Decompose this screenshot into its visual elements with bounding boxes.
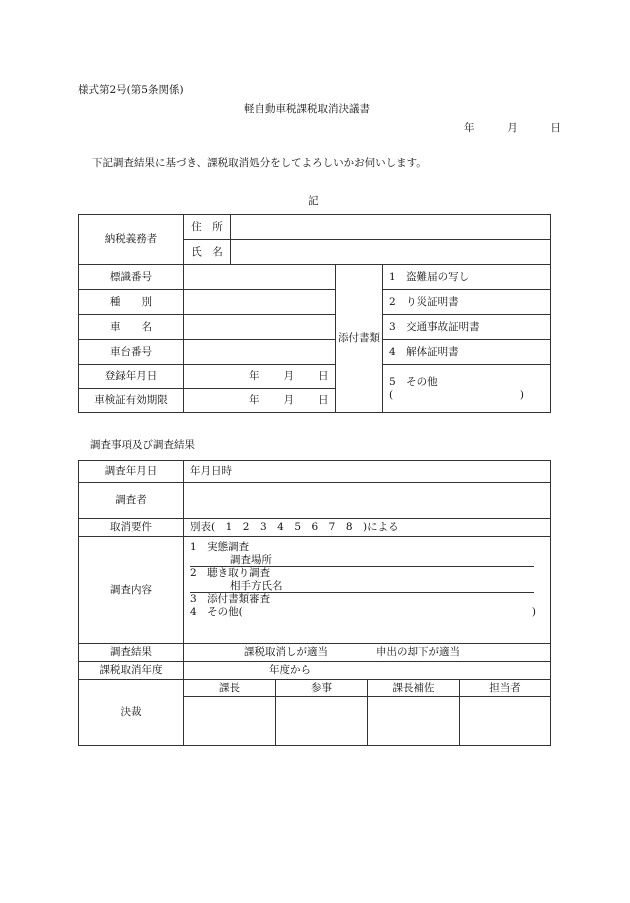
survey-result-label: 調査結果 xyxy=(79,644,184,662)
name-label: 氏 名 xyxy=(184,240,231,265)
inspection-expiry-field[interactable] xyxy=(184,389,336,413)
cancel-requirement-value[interactable]: 別表( 1 2 3 4 5 6 7 8 )による xyxy=(184,519,551,537)
result-option-reject[interactable]: 申出の却下が適当 xyxy=(376,646,460,659)
address-label: 住 所 xyxy=(184,215,231,240)
counterpart-name-line[interactable] xyxy=(190,580,534,594)
approver-header: 課長 xyxy=(184,680,276,697)
attachments-label: 添付書類 xyxy=(336,265,383,413)
surveyor-field[interactable] xyxy=(184,483,551,519)
taxpayer-label: 納税義務者 xyxy=(79,215,184,265)
address-field[interactable] xyxy=(231,215,551,240)
year-unit: 年 xyxy=(249,370,260,383)
surveyor-label: 調査者 xyxy=(79,483,184,519)
approver-stamp-box[interactable] xyxy=(184,697,276,746)
approver-header: 担当者 xyxy=(460,680,551,697)
ki-mark: 記 xyxy=(308,195,319,207)
survey-content-field[interactable] xyxy=(184,537,551,644)
result-option-cancel[interactable]: 課税取消しが適当 xyxy=(244,646,328,659)
attachment-item: 2 り災証明書 xyxy=(383,290,551,315)
vehicle-name-field[interactable] xyxy=(184,315,336,340)
intro-text: 下記調査結果に基づき、課税取消処分をしてよろしいかお伺いします。 xyxy=(92,157,427,169)
content-item: 2 聴き取り調査 xyxy=(190,567,271,580)
cancel-requirement-label: 取消要件 xyxy=(79,519,184,537)
counterpart-name-label: 相手方氏名 xyxy=(230,579,283,592)
other-paren-open: ( xyxy=(389,388,394,401)
cancel-year-field[interactable] xyxy=(184,662,551,680)
approver-stamp-box[interactable] xyxy=(368,697,460,746)
cancel-year-value: 年度から xyxy=(269,664,311,677)
approver-header: 参事 xyxy=(276,680,368,697)
year-unit: 年 xyxy=(249,394,260,407)
survey-date-label: 調査年月日 xyxy=(79,461,184,483)
type-label: 種 別 xyxy=(79,290,184,315)
attachment-item: 3 交通事故証明書 xyxy=(383,315,551,340)
survey-result-field[interactable] xyxy=(184,644,551,662)
decision-label: 決裁 xyxy=(79,680,184,746)
content-item: 3 添付書類審査 xyxy=(190,593,271,606)
survey-location-line[interactable] xyxy=(190,554,534,568)
cancel-year-label: 課税取消年度 xyxy=(79,662,184,680)
attachment-item: 5 その他 xyxy=(389,375,438,388)
date-day: 日 xyxy=(550,122,561,134)
inspection-expiry-label: 車検証有効期限 xyxy=(79,389,184,413)
approver-stamp-box[interactable] xyxy=(276,697,368,746)
chassis-number-label: 車台番号 xyxy=(79,340,184,365)
section2-title: 調査事項及び調査結果 xyxy=(90,439,195,451)
survey-content-label: 調査内容 xyxy=(79,537,184,644)
vehicle-name-label: 車 名 xyxy=(79,315,184,340)
month-unit: 月 xyxy=(283,370,294,383)
date-year: 年 xyxy=(464,122,475,134)
survey-date-value[interactable]: 年月日時 xyxy=(184,461,551,483)
attachment-item-other xyxy=(383,365,551,413)
month-unit: 月 xyxy=(283,394,294,407)
content-item: 1 実態調査 xyxy=(190,541,250,553)
approver-header: 課長補佐 xyxy=(368,680,460,697)
attachment-item: 1 盗難届の写し xyxy=(383,265,551,290)
document-title: 軽自動車税課税取消決議書 xyxy=(244,103,370,115)
type-field[interactable] xyxy=(184,290,336,315)
registration-date-field[interactable] xyxy=(184,365,336,389)
plate-number-field[interactable] xyxy=(184,265,336,290)
date-month: 月 xyxy=(507,122,518,134)
survey-location-label: 調査場所 xyxy=(230,553,272,566)
registration-date-label: 登録年月日 xyxy=(79,365,184,389)
chassis-number-field[interactable] xyxy=(184,340,336,365)
plate-number-label: 標識番号 xyxy=(79,265,184,290)
form-number: 様式第2号(第5条関係) xyxy=(78,84,184,96)
survey-table xyxy=(78,460,551,746)
day-unit: 日 xyxy=(318,370,329,383)
content-item: 4 その他( xyxy=(190,605,243,618)
approver-stamp-box[interactable] xyxy=(460,697,551,746)
vehicle-info-table xyxy=(78,214,551,413)
other-paren-close: ) xyxy=(519,388,525,401)
day-unit: 日 xyxy=(318,394,329,407)
name-field[interactable] xyxy=(231,240,551,265)
other-close-paren: ) xyxy=(531,605,536,618)
attachment-item: 4 解体証明書 xyxy=(383,340,551,365)
date-line xyxy=(464,120,561,135)
